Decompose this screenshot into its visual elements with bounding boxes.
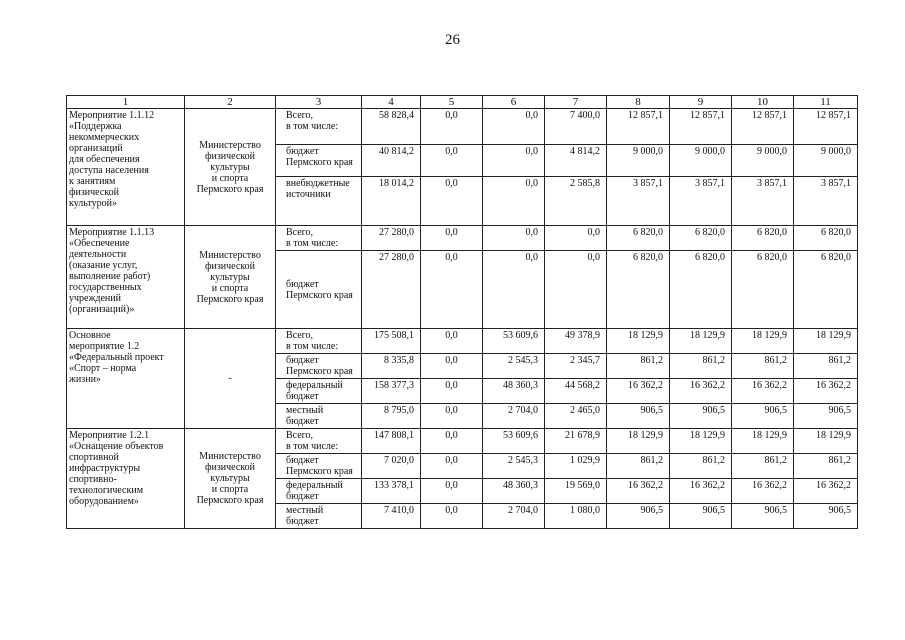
value-cell: 9 000,0	[670, 145, 732, 177]
value-cell: 6 820,0	[607, 226, 670, 251]
value-cell: 8 795,0	[362, 404, 421, 429]
value-cell: 18 129,9	[607, 329, 670, 354]
header-cell: 4	[362, 96, 421, 109]
value-cell: 48 360,3	[483, 379, 545, 404]
value-cell: 18 129,9	[732, 329, 794, 354]
value-cell: 9 000,0	[794, 145, 858, 177]
executor-cell: Министерство физической культуры и спорта Пермского края	[185, 109, 276, 226]
funding-source-cell: местный бюджет	[276, 504, 362, 529]
value-cell: 861,2	[732, 454, 794, 479]
value-cell: 16 362,2	[607, 479, 670, 504]
value-cell: 0,0	[483, 251, 545, 329]
value-cell: 0,0	[421, 379, 483, 404]
value-cell: 0,0	[421, 504, 483, 529]
value-cell: 2 545,3	[483, 454, 545, 479]
value-cell: 6 820,0	[794, 226, 858, 251]
funding-source-cell: бюджет Пермского края	[276, 251, 362, 329]
value-cell: 906,5	[607, 404, 670, 429]
value-cell: 0,0	[421, 177, 483, 226]
value-cell: 16 362,2	[794, 479, 858, 504]
value-cell: 175 508,1	[362, 329, 421, 354]
value-cell: 6 820,0	[607, 251, 670, 329]
value-cell: 906,5	[670, 504, 732, 529]
header-cell: 5	[421, 96, 483, 109]
funding-source-cell: федеральный бюджет	[276, 379, 362, 404]
header-cell: 11	[794, 96, 858, 109]
value-cell: 0,0	[483, 177, 545, 226]
value-cell: 53 609,6	[483, 329, 545, 354]
value-cell: 53 609,6	[483, 429, 545, 454]
value-cell: 0,0	[421, 429, 483, 454]
value-cell: 0,0	[421, 109, 483, 145]
table-row	[67, 109, 858, 145]
value-cell: 8 335,8	[362, 354, 421, 379]
funding-source-cell: Всего, в том числе:	[276, 226, 362, 251]
value-cell: 2 585,8	[545, 177, 607, 226]
table-row	[67, 226, 858, 251]
value-cell: 4 814,2	[545, 145, 607, 177]
value-cell: 861,2	[794, 454, 858, 479]
value-cell: 3 857,1	[670, 177, 732, 226]
header-cell: 10	[732, 96, 794, 109]
funding-source-cell: федеральный бюджет	[276, 479, 362, 504]
value-cell: 0,0	[483, 109, 545, 145]
value-cell: 6 820,0	[794, 251, 858, 329]
value-cell: 12 857,1	[607, 109, 670, 145]
value-cell: 0,0	[421, 354, 483, 379]
executor-cell: Министерство физической культуры и спорта Пермского края	[185, 429, 276, 529]
value-cell: 0,0	[421, 404, 483, 429]
value-cell: 861,2	[670, 454, 732, 479]
value-cell: 40 814,2	[362, 145, 421, 177]
value-cell: 0,0	[545, 226, 607, 251]
value-cell: 0,0	[421, 329, 483, 354]
value-cell: 48 360,3	[483, 479, 545, 504]
value-cell: 21 678,9	[545, 429, 607, 454]
value-cell: 2 704,0	[483, 404, 545, 429]
page-number: 26	[445, 32, 460, 48]
value-cell: 27 280,0	[362, 226, 421, 251]
header-cell: 1	[67, 96, 185, 109]
header-cell: 8	[607, 96, 670, 109]
value-cell: 906,5	[670, 404, 732, 429]
value-cell: 12 857,1	[670, 109, 732, 145]
value-cell: 16 362,2	[607, 379, 670, 404]
value-cell: 906,5	[732, 404, 794, 429]
funding-source-cell: Всего, в том числе:	[276, 329, 362, 354]
funding-source-cell: внебюджетные источники	[276, 177, 362, 226]
value-cell: 18 129,9	[794, 429, 858, 454]
value-cell: 0,0	[421, 479, 483, 504]
value-cell: 16 362,2	[670, 479, 732, 504]
value-cell: 7 020,0	[362, 454, 421, 479]
table-row	[67, 329, 858, 354]
value-cell: 16 362,2	[670, 379, 732, 404]
value-cell: 0,0	[483, 145, 545, 177]
value-cell: 12 857,1	[732, 109, 794, 145]
value-cell: 58 828,4	[362, 109, 421, 145]
header-row	[67, 96, 858, 109]
value-cell: 18 129,9	[732, 429, 794, 454]
funding-source-cell: бюджет Пермского края	[276, 354, 362, 379]
value-cell: 16 362,2	[794, 379, 858, 404]
value-cell: 44 568,2	[545, 379, 607, 404]
value-cell: 861,2	[607, 454, 670, 479]
value-cell: 133 378,1	[362, 479, 421, 504]
funding-source-cell: Всего, в том числе:	[276, 109, 362, 145]
funding-source-cell: бюджет Пермского края	[276, 145, 362, 177]
value-cell: 861,2	[607, 354, 670, 379]
value-cell: 19 569,0	[545, 479, 607, 504]
header-cell: 2	[185, 96, 276, 109]
value-cell: 3 857,1	[607, 177, 670, 226]
value-cell: 6 820,0	[732, 226, 794, 251]
funding-source-cell: местный бюджет	[276, 404, 362, 429]
value-cell: 3 857,1	[794, 177, 858, 226]
value-cell: 2 545,3	[483, 354, 545, 379]
value-cell: 0,0	[421, 226, 483, 251]
value-cell: 0,0	[421, 454, 483, 479]
value-cell: 906,5	[794, 404, 858, 429]
value-cell: 9 000,0	[607, 145, 670, 177]
table-row	[67, 429, 858, 454]
value-cell: 7 400,0	[545, 109, 607, 145]
value-cell: 1 080,0	[545, 504, 607, 529]
header-cell: 3	[276, 96, 362, 109]
value-cell: 2 345,7	[545, 354, 607, 379]
value-cell: 12 857,1	[794, 109, 858, 145]
value-cell: 18 129,9	[607, 429, 670, 454]
executor-cell: -	[185, 329, 276, 429]
value-cell: 147 808,1	[362, 429, 421, 454]
activity-cell: Мероприятие 1.2.1 «Оснащение объектов спортивной инфраструктуры спортивно- технологическим оборудованием»	[67, 429, 185, 529]
value-cell: 18 129,9	[794, 329, 858, 354]
value-cell: 906,5	[794, 504, 858, 529]
value-cell: 16 362,2	[732, 379, 794, 404]
value-cell: 3 857,1	[732, 177, 794, 226]
value-cell: 18 129,9	[670, 329, 732, 354]
activity-cell: Мероприятие 1.1.13 «Обеспечение деятельности (оказание услуг, выполнение работ) государственных учреждений (организаций)»	[67, 226, 185, 329]
funding-source-cell: бюджет Пермского края	[276, 454, 362, 479]
value-cell: 9 000,0	[732, 145, 794, 177]
value-cell: 906,5	[732, 504, 794, 529]
value-cell: 0,0	[545, 251, 607, 329]
value-cell: 861,2	[732, 354, 794, 379]
value-cell: 27 280,0	[362, 251, 421, 329]
header-cell: 7	[545, 96, 607, 109]
activity-cell: Основное мероприятие 1.2 «Федеральный проект «Спорт – норма жизни»	[67, 329, 185, 429]
value-cell: 6 820,0	[670, 251, 732, 329]
header-cell: 9	[670, 96, 732, 109]
value-cell: 906,5	[607, 504, 670, 529]
value-cell: 861,2	[670, 354, 732, 379]
value-cell: 2 704,0	[483, 504, 545, 529]
value-cell: 0,0	[421, 145, 483, 177]
budget-table	[66, 95, 858, 529]
value-cell: 18 014,2	[362, 177, 421, 226]
funding-source-cell: Всего, в том числе:	[276, 429, 362, 454]
value-cell: 18 129,9	[670, 429, 732, 454]
value-cell: 7 410,0	[362, 504, 421, 529]
value-cell: 16 362,2	[732, 479, 794, 504]
value-cell: 49 378,9	[545, 329, 607, 354]
value-cell: 6 820,0	[670, 226, 732, 251]
value-cell: 0,0	[421, 251, 483, 329]
value-cell: 1 029,9	[545, 454, 607, 479]
executor-cell: Министерство физической культуры и спорта Пермского края	[185, 226, 276, 329]
value-cell: 158 377,3	[362, 379, 421, 404]
value-cell: 2 465,0	[545, 404, 607, 429]
value-cell: 0,0	[483, 226, 545, 251]
value-cell: 861,2	[794, 354, 858, 379]
value-cell: 6 820,0	[732, 251, 794, 329]
header-cell: 6	[483, 96, 545, 109]
activity-cell: Мероприятие 1.1.12 «Поддержка некоммерческих организаций для обеспечения доступа населения к занятиям физической культурой»	[67, 109, 185, 226]
